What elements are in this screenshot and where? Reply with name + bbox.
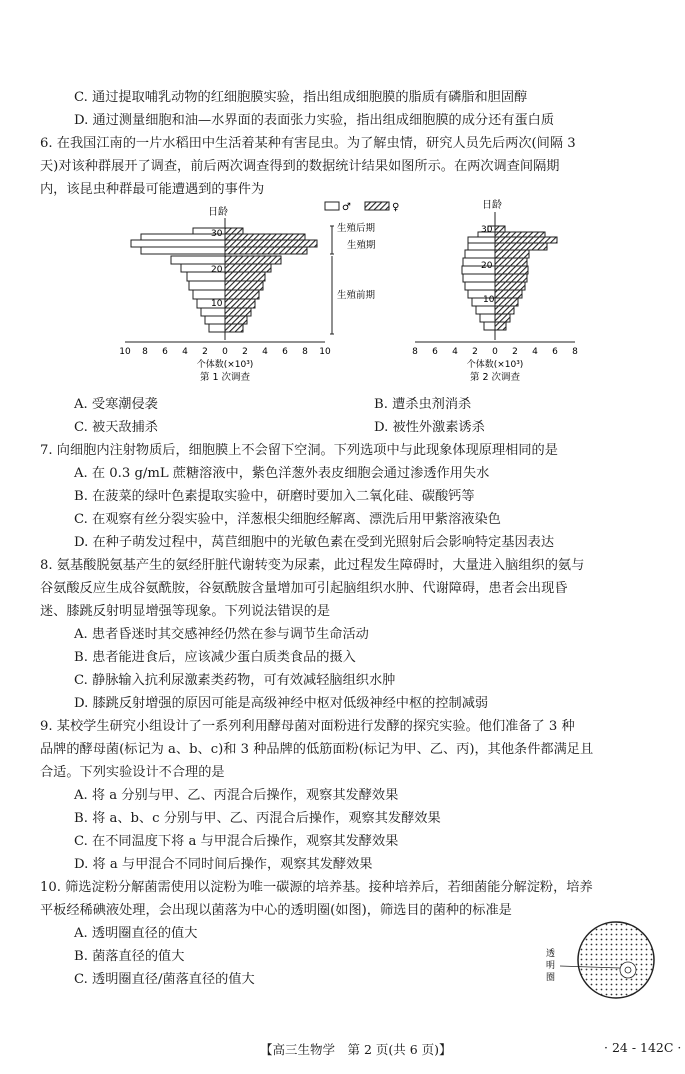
right-ytick-30: 30 <box>481 225 493 235</box>
q6-option-a: A. 受寒潮侵袭 <box>74 397 158 412</box>
right-xtick: 8 <box>572 347 578 357</box>
pyramid-survey-2 <box>412 198 578 383</box>
left-xtick: 6 <box>162 347 168 357</box>
q8-option-d: D. 膝跳反射增强的原因可能是高级神经中枢对低级神经中枢的控制减弱 <box>74 696 489 711</box>
q8-stem-line3: 迷、膝跳反射明显增强等现象。下列说法错误的是 <box>40 604 331 619</box>
left-xtick: 6 <box>282 347 288 357</box>
stage-late-label: 生殖后期 <box>337 223 376 234</box>
q10-option-c: C. 透明圈直径/菌落直径的值大 <box>74 972 255 987</box>
left-xtick: 0 <box>222 347 228 357</box>
left-xtick: 4 <box>182 347 188 357</box>
left-xtick: 8 <box>302 347 308 357</box>
stage-labels <box>330 222 376 334</box>
clear-zone-label-1: 透 <box>546 949 556 959</box>
left-ytick-20: 20 <box>211 265 223 275</box>
right-xlabel: 个体数(×10³) <box>466 360 524 370</box>
legend-male-label: ♂ <box>342 202 351 213</box>
q7-option-d: D. 在种子萌发过程中，莴苣细胞中的光敏色素在受到光照射后会影响特定基因表达 <box>74 535 555 550</box>
right-ytick-20: 20 <box>481 261 493 271</box>
right-xtick: 6 <box>432 347 438 357</box>
right-xtick: 0 <box>492 347 498 357</box>
q10-stem-line1: 10. 筛选淀粉分解菌需使用以淀粉为唯一碳源的培养基。接种培养后，若细菌能分解淀粉，培养 <box>40 880 593 895</box>
left-ytick-30: 30 <box>211 229 223 239</box>
prev-option-d: D. 通过测量细胞和油—水界面的表面张力实验，指出组成细胞膜的成分还有蛋白质 <box>74 113 555 128</box>
pyramid-survey-1 <box>119 205 331 383</box>
right-xtick: 2 <box>512 347 518 357</box>
q6-option-c: C. 被天敌捕杀 <box>74 420 158 435</box>
q6-stem-line1: 6. 在我国江南的一片水稻田中生活着某种有害昆虫。为了解虫情，研究人员先后两次(间隔 3 <box>40 136 576 151</box>
clear-zone-label-2: 明 <box>546 961 556 971</box>
right-ylabel: 日龄 <box>482 200 502 211</box>
q6-figure <box>110 196 590 388</box>
q10-stem-line2: 平板经稀碘液处理，会出现以菌落为中心的透明圈(如图)，筛选目的菌种的标准是 <box>40 903 512 918</box>
left-xtick: 10 <box>319 347 331 357</box>
right-caption: 第 2 次调查 <box>469 372 521 383</box>
right-xtick: 6 <box>552 347 558 357</box>
legend-male-swatch <box>325 202 339 210</box>
left-xlabel: 个体数(×10³) <box>196 360 254 370</box>
q7-option-b: B. 在菠菜的绿叶色素提取实验中，研磨时要加入二氧化硅、碳酸钙等 <box>74 489 475 504</box>
left-xtick: 8 <box>142 347 148 357</box>
left-xtick: 2 <box>242 347 248 357</box>
q6-option-d: D. 被性外激素诱杀 <box>374 420 485 435</box>
q10-option-a: A. 透明圈直径的值大 <box>74 926 198 941</box>
q9-stem-line1: 9. 某校学生研究小组设计了一系列利用酵母菌对面粉进行发酵的探究实验。他们准备了 3 种 <box>40 719 575 734</box>
q10-option-b: B. 菌落直径的值大 <box>74 949 185 964</box>
right-xtick: 4 <box>452 347 458 357</box>
q6-stem-line3: 内，该昆虫种群最可能遭遇到的事件为 <box>40 182 265 197</box>
left-xtick: 4 <box>262 347 268 357</box>
right-xtick: 2 <box>472 347 478 357</box>
q9-stem-line3: 合适。下列实验设计不合理的是 <box>40 765 225 780</box>
q8-stem-line1: 8. 氨基酸脱氨基产生的氨经肝脏代谢转变为尿素，此过程发生障碍时，大量进入脑组织的氨与 <box>40 558 585 573</box>
q8-option-a: A. 患者昏迷时其交感神经仍然在参与调节生命活动 <box>74 627 369 642</box>
left-ytick-10: 10 <box>211 299 223 309</box>
footer-page-info: 【高三生物学 第 2 页(共 6 页)】 <box>260 1042 452 1057</box>
q6-option-b: B. 遭杀虫剂消杀 <box>374 397 472 412</box>
q8-stem-line2: 谷氨酸反应生成谷氨酰胺，谷氨酰胺含量增加可引起脑组织水肿、代谢障碍，患者会出现昏 <box>40 581 568 596</box>
q9-stem-line2: 品牌的酵母菌(标记为 a、b、c)和 3 种品牌的低筋面粉(标记为甲、乙、丙)，其他条件都满足且 <box>40 742 594 757</box>
q7-option-c: C. 在观察有丝分裂实验中，洋葱根尖细胞经解离、漂洗后用甲紫溶液染色 <box>74 512 501 527</box>
left-caption: 第 1 次调查 <box>199 372 251 383</box>
q7-option-a: A. 在 0.3 g/mL 蔗糖溶液中，紫色洋葱外表皮细胞会通过渗透作用失水 <box>74 466 490 481</box>
q9-option-a: A. 将 a 分别与甲、乙、丙混合后操作，观察其发酵效果 <box>74 788 399 803</box>
stage-pre-label: 生殖前期 <box>337 290 376 301</box>
right-xtick: 4 <box>532 347 538 357</box>
footer-code: · 24 - 142C · <box>604 1040 682 1055</box>
clear-zone-label-3: 圈 <box>546 973 556 983</box>
prev-option-c: C. 通过提取哺乳动物的红细胞膜实验，指出组成细胞膜的脂质有磷脂和胆固醇 <box>74 90 528 105</box>
stage-repro-label: 生殖期 <box>347 240 376 251</box>
q9-option-d: D. 将 a 与甲混合不同时间后操作，观察其发酵效果 <box>74 857 373 872</box>
colony <box>625 967 631 973</box>
left-ylabel: 日龄 <box>208 207 228 218</box>
q8-option-c: C. 静脉输入抗利尿激素类药物，可有效减轻脑组织水肿 <box>74 673 396 688</box>
q9-option-b: B. 将 a、b、c 分别与甲、乙、丙混合后操作，观察其发酵效果 <box>74 811 441 826</box>
left-xtick: 10 <box>119 347 131 357</box>
page-footer <box>0 1038 685 1062</box>
petri-dish-figure <box>540 918 660 1002</box>
q7-stem: 7. 向细胞内注射物质后，细胞膜上不会留下空洞。下列选项中与此现象体现原理相同的是 <box>40 443 558 458</box>
q9-option-c: C. 在不同温度下将 a 与甲混合后操作，观察其发酵效果 <box>74 834 399 849</box>
right-ytick-10: 10 <box>483 295 495 305</box>
left-xtick: 2 <box>202 347 208 357</box>
q8-option-b: B. 患者能进食后，应该减少蛋白质类食品的摄入 <box>74 650 356 665</box>
right-xtick: 8 <box>412 347 418 357</box>
q6-stem-line2: 天)对该种群展开了调查，前后两次调查得到的数据统计结果如图所示。在两次调查间隔期 <box>40 159 560 174</box>
legend-female-label: ♀ <box>392 202 400 213</box>
petri-dish <box>578 922 654 998</box>
legend-female-swatch <box>365 202 389 210</box>
